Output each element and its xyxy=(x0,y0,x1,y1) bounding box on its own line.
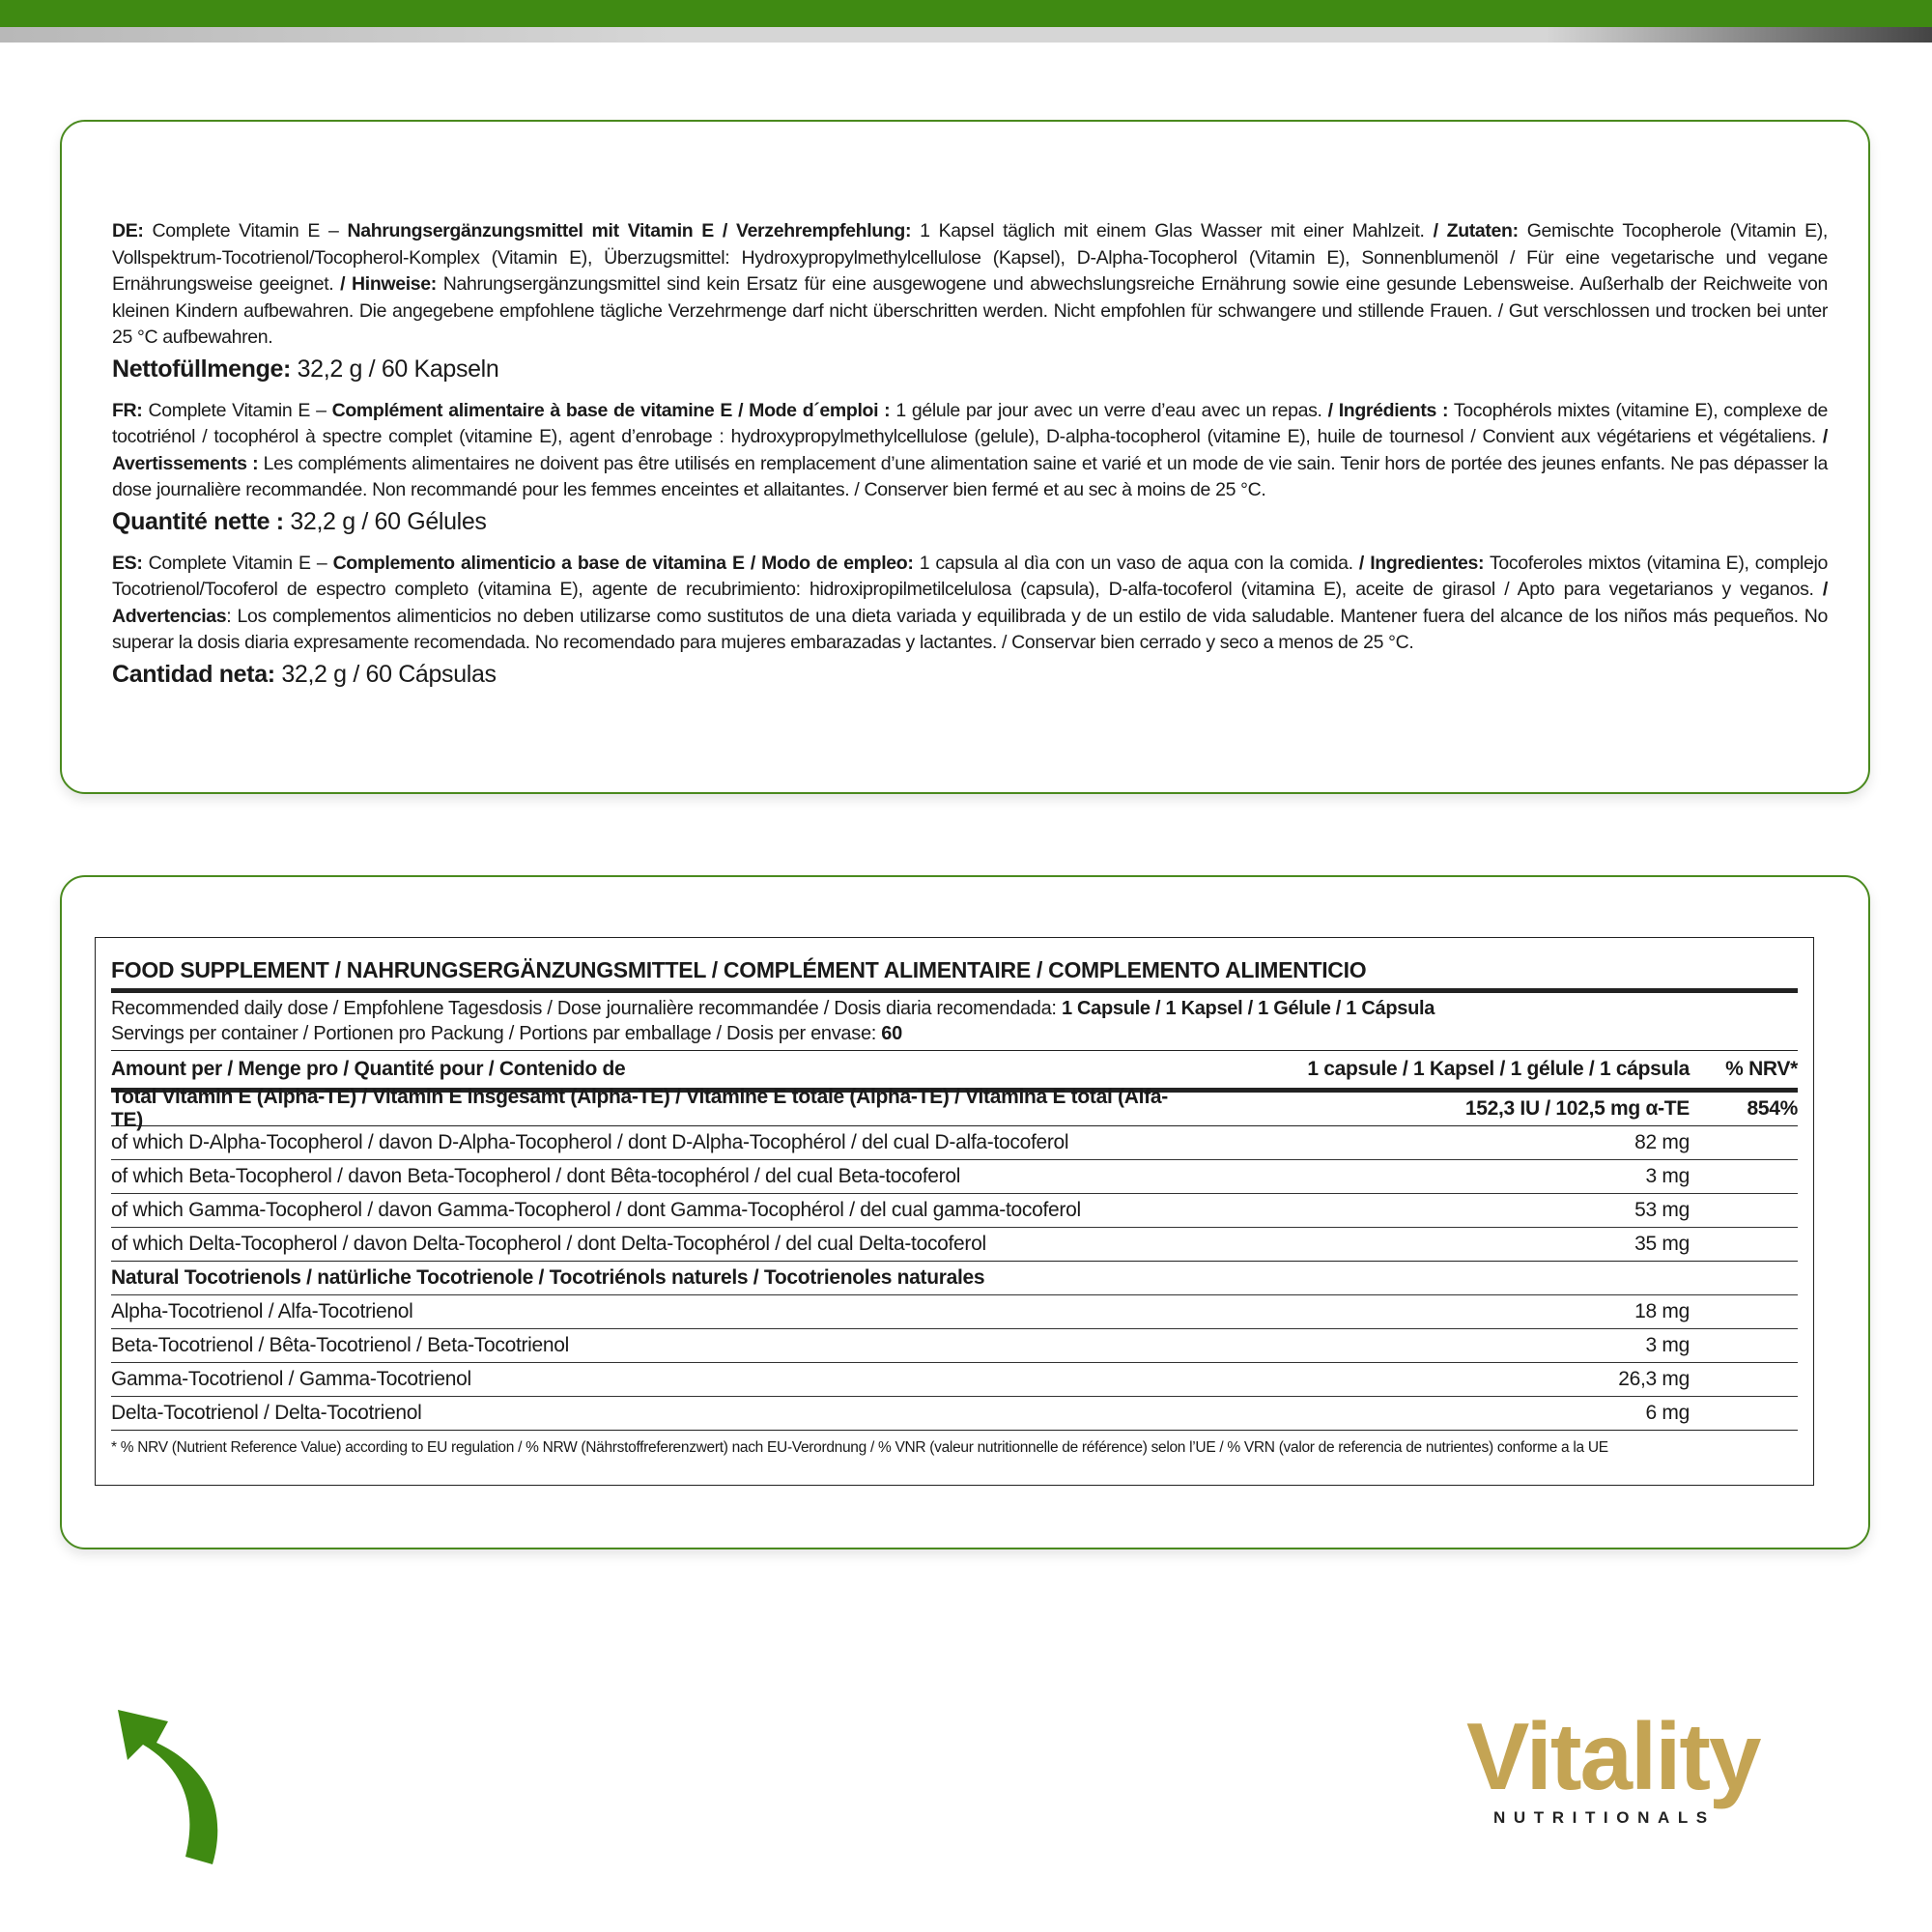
lang-tag-es: ES: xyxy=(112,552,143,574)
es-warnings-label: / Advertencias xyxy=(112,579,1828,627)
es-product: Complete Vitamin E – xyxy=(142,552,333,574)
es-ingredients: Tocoferoles mixtos (vitamina E), complejo Tocotrienol/Tocoferol de espectro completo (vitamina E), agente de recubrimiento: hidroxipropilmetilcelulosa (capsula), D-alfa-tocoferol (vitamina E), aceite de girasol / Apto para vegetarianos y veganos. xyxy=(112,552,1828,600)
table-row xyxy=(111,1086,1798,1131)
row-amount: 35 mg xyxy=(1634,1233,1690,1255)
row-amount: 3 mg xyxy=(1645,1334,1690,1356)
net-quantity-de xyxy=(112,354,1828,384)
es-ingredients-label: / Ingredientes: xyxy=(1358,552,1485,574)
column-header-nrv: % NRV* xyxy=(1725,1058,1798,1080)
row-name: of which D-Alpha-Tocopherol / davon D-Alpha-Tocopherol / dont D-Alpha-Tocophérol / del cual D-alfa-tocoferol xyxy=(111,1131,1069,1153)
row-name: Total Vitamin E (Alpha-TE) / Vitamin E insgesamt (Alpha-TE) / Vitamine E totale (Alpha-TE) / Vitamina E total (Alfa-TE) xyxy=(111,1086,1168,1131)
vitality-logo xyxy=(1466,1703,1833,1830)
de-ingredients: Gemischte Tocopherole (Vitamin E), Vollspektrum-Tocotrienol/Tocopherol-Komplex (Vitamin E), Überzugsmittel: Hydroxypropylmethylcellulose (Kapsel), D-Alpha-Tocopherol (Vitamin E), Sonnenblumenöl / Für eine vegetarische und vegane Ernährungsweise geeignet. xyxy=(112,220,1828,295)
fr-ingredients-label: / Ingrédients : xyxy=(1327,399,1449,421)
label-text-block xyxy=(112,218,1828,703)
nrv-footnote: * % NRV (Nutrient Reference Value) according to EU regulation / % NRW (Nährstoffreferenzwert) nach EU-Verordnung / % VNR (valeur nutritionnelle de référence) selon l’UE / % VRN (valor de referencia de nutrientes) conforme a la UE xyxy=(111,1439,1608,1456)
de-type-usage: Nahrungsergänzungsmittel mit Vitamin E / Verzehrempfehlung: xyxy=(347,220,912,242)
de-product: Complete Vitamin E – xyxy=(143,220,348,242)
net-quantity-fr xyxy=(112,506,1828,537)
row-name: Alpha-Tocotrienol / Alfa-Tocotrienol xyxy=(111,1300,413,1322)
table-row xyxy=(111,1363,1798,1397)
servings-line xyxy=(111,1021,1798,1046)
fr-usage: 1 gélule par jour avec un verre d’eau avec un repas. xyxy=(890,399,1328,421)
servings-label: Servings per container / Portionen pro Packung / Portions par emballage / Dosis per envase: xyxy=(111,1023,882,1044)
top-green-bar xyxy=(0,0,1932,27)
nutrition-rows xyxy=(111,1086,1798,1431)
row-name: of which Beta-Tocopherol / davon Beta-Tocopherol / dont Bêta-tocophérol / del cual Beta-tocoferol xyxy=(111,1165,961,1187)
daily-dose-line xyxy=(111,996,1798,1021)
table-row xyxy=(111,1160,1798,1194)
label-fr xyxy=(112,398,1828,537)
daily-dose-label: Recommended daily dose / Empfohlene Tagesdosis / Dose journalière recommandée / Dosis diaria recomendada: xyxy=(111,998,1062,1019)
top-grey-gradient-bar xyxy=(0,27,1932,43)
logo-wordmark: Vitality xyxy=(1466,1703,1760,1809)
row-amount: 26,3 mg xyxy=(1618,1368,1690,1390)
es-usage: 1 capsula al dìa con un vaso de aqua con la comida. xyxy=(913,552,1359,574)
row-amount: 6 mg xyxy=(1645,1402,1690,1424)
fr-warnings-label: / Avertissements : xyxy=(112,426,1828,474)
row-amount: 152,3 IU / 102,5 mg α-TE xyxy=(1464,1097,1690,1120)
label-es-text xyxy=(112,551,1828,657)
servings-value: 60 xyxy=(881,1023,902,1044)
label-fr-text xyxy=(112,398,1828,504)
de-usage: 1 Kapsel täglich mit einem Glas Wasser mit einer Mahlzeit. xyxy=(911,220,1434,242)
de-net-value: 32,2 g / 60 Kapseln xyxy=(291,355,499,383)
table-row xyxy=(111,1262,1798,1295)
row-name: of which Delta-Tocopherol / davon Delta-Tocopherol / dont Delta-Tocophérol / del cual Delta-tocoferol xyxy=(111,1233,986,1255)
row-amount: 3 mg xyxy=(1645,1165,1690,1187)
es-net-label: Cantidad neta: xyxy=(112,660,275,688)
lang-tag-de: DE: xyxy=(112,220,144,242)
table-row xyxy=(111,1295,1798,1329)
label-de xyxy=(112,218,1828,384)
row-name: Delta-Tocotrienol / Delta-Tocotrienol xyxy=(111,1402,422,1424)
logo-subtitle: NUTRITIONALS xyxy=(1493,1808,1716,1827)
table-row xyxy=(111,1126,1798,1160)
nutrition-card xyxy=(60,875,1870,1549)
dose-info xyxy=(111,993,1798,1051)
nutrition-title: FOOD SUPPLEMENT / NAHRUNGSERGÄNZUNGSMITTEL / COMPLÉMENT ALIMENTAIRE / COMPLEMENTO ALIMENTICIO xyxy=(111,955,1798,993)
row-name: Natural Tocotrienols / natürliche Tocotrienole / Tocotriénols naturels / Tocotrienoles naturales xyxy=(111,1266,985,1289)
de-warnings-label: / Hinweise: xyxy=(340,273,437,295)
row-amount: 18 mg xyxy=(1634,1300,1690,1322)
label-text-card xyxy=(60,120,1870,794)
row-name: Gamma-Tocotrienol / Gamma-Tocotrienol xyxy=(111,1368,471,1390)
nutrition-table xyxy=(95,937,1814,1486)
fr-net-label: Quantité nette : xyxy=(112,507,284,535)
de-warnings: Nahrungsergänzungsmittel sind kein Ersatz für eine ausgewogene und abwechslungsreiche Ernährung sowie eine gesunde Lebensweise. Außerhalb der Reichweite von kleinen Kindern aufbewahren. Die angegebene empfohlene tägliche Verzehrmenge darf nicht überschritten werden. Nicht empfohlen für schwangere und stillende Frauen. / Gut verschlossen und trocken bei unter 25 °C aufbewahren. xyxy=(112,273,1828,348)
row-nrv: 854% xyxy=(1747,1097,1798,1120)
fr-product: Complete Vitamin E – xyxy=(142,399,332,421)
column-header-amount: 1 capsule / 1 Kapsel / 1 gélule / 1 cápsula xyxy=(1307,1058,1690,1080)
label-de-text xyxy=(112,218,1828,352)
fr-ingredients: Tocophérols mixtes (vitamine E), complexe de tocotriénol / tocophérol à spectre complet (vitamine E), agent d’enrobage : hydroxypropylmethylcellulose (gelule), D-alpha-tocopherol (vitamine E), huile de tournesol / Convient aux végétariens et végétaliens. xyxy=(112,399,1828,447)
de-ingredients-label: / Zutaten: xyxy=(1433,220,1519,242)
label-es xyxy=(112,551,1828,690)
lang-tag-fr: FR: xyxy=(112,399,143,421)
es-type-usage: Complemento alimenticio a base de vitamina E / Modo de empleo: xyxy=(332,552,914,574)
row-name: Beta-Tocotrienol / Bêta-Tocotrienol / Beta-Tocotrienol xyxy=(111,1334,570,1356)
fr-net-value: 32,2 g / 60 Gélules xyxy=(283,507,487,535)
table-row xyxy=(111,1329,1798,1363)
row-amount: 53 mg xyxy=(1634,1199,1690,1221)
net-quantity-es xyxy=(112,659,1828,690)
table-row xyxy=(111,1194,1798,1228)
row-amount: 82 mg xyxy=(1634,1131,1690,1153)
fr-warnings: Les compléments alimentaires ne doivent pas être utilisés en remplacement d’une alimentation saine et varié et un mode de vie sain. Tenir hors de portée des jeunes enfants. Ne pas dépasser la dose journalière recommandée. Non recommandé pour les femmes enceintes et allaitantes. / Conserver bien fermé et au sec à moins de 25 °C. xyxy=(112,452,1828,500)
fr-type-usage: Complément alimentaire à base de vitamine E / Mode d´emploi : xyxy=(331,399,891,421)
table-row xyxy=(111,1228,1798,1262)
es-warnings: : Los complementos alimenticios no deben utilizarse como sustitutos de una dieta variada y equilibrada y de un estilo de vida saludable. Mantener fuera del alcance de los niños más pequeños. No superar la dosis diaria expresamente recomendada. No recomendado para mujeres embarazadas y lactantes. / Conservar bien cerrado y seco a menos de 25 °C. xyxy=(112,605,1828,653)
es-net-value: 32,2 g / 60 Cápsulas xyxy=(274,660,497,688)
daily-dose-value: 1 Capsule / 1 Kapsel / 1 Gélule / 1 Cápsula xyxy=(1061,998,1435,1019)
row-name: of which Gamma-Tocopherol / davon Gamma-Tocopherol / dont Gamma-Tocophérol / del cual gamma-tocoferol xyxy=(111,1199,1081,1221)
column-header-name: Amount per / Menge pro / Quantité pour / Contenido de xyxy=(111,1058,626,1080)
table-row xyxy=(111,1397,1798,1431)
de-net-label: Nettofüllmenge: xyxy=(112,355,292,383)
curved-arrow-up-left-icon xyxy=(118,1702,224,1866)
